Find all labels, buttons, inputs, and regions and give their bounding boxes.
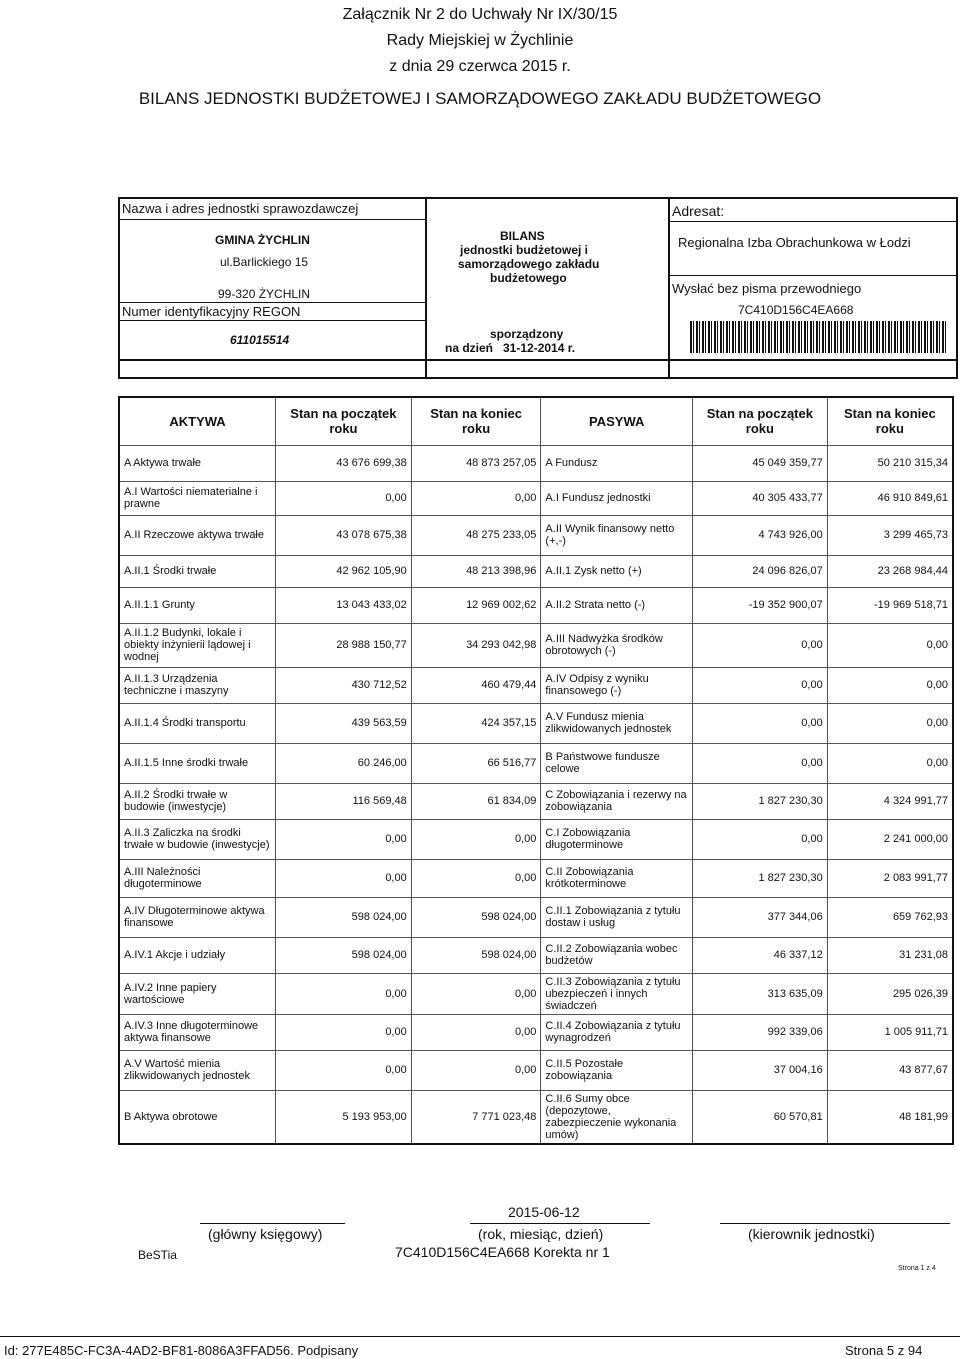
item-cell: C.II.3 Zobowiązania z tytułu ubezpieczeń i innych świadczeń: [541, 973, 693, 1014]
item-cell: A.V Wartość mienia zlikwidowanych jednostek: [119, 1050, 276, 1090]
item-cell: A.II Wynik finansowy netto (+,-): [541, 515, 693, 555]
amount-cell: -19 969 518,71: [827, 587, 953, 623]
amount-cell: 34 293 042,98: [411, 623, 541, 667]
amount-cell: 377 344,06: [693, 897, 828, 937]
table-row: [119, 1014, 953, 1050]
amount-cell: 24 096 826,07: [693, 555, 828, 587]
amount-cell: 0,00: [276, 859, 412, 897]
table-row: [119, 1090, 953, 1144]
amount-cell: 0,00: [411, 481, 541, 515]
signature-line: [720, 1223, 950, 1224]
table-row: [119, 1050, 953, 1090]
amount-cell: 0,00: [276, 819, 412, 859]
item-cell: A Fundusz: [541, 445, 693, 481]
recipient-name: Regionalna Izba Obrachunkowa w Łodzi: [678, 235, 911, 250]
table-row: [119, 859, 953, 897]
divider: [425, 199, 427, 377]
amount-cell: 0,00: [276, 481, 412, 515]
amount-cell: 0,00: [411, 819, 541, 859]
amount-cell: 31 231,08: [827, 937, 953, 973]
amount-cell: 48 181,99: [827, 1090, 953, 1144]
divider: [120, 302, 425, 303]
divider: [668, 199, 670, 377]
barcode-icon: [690, 321, 948, 353]
amount-cell: 1 005 911,71: [827, 1014, 953, 1050]
item-cell: A.II.1.5 Inne środki trwałe: [119, 743, 276, 783]
signature-line: [200, 1223, 345, 1224]
item-cell: C.I Zobowiązania długoterminowe: [541, 819, 693, 859]
amount-cell: 42 962 105,90: [276, 555, 412, 587]
table-row: [119, 897, 953, 937]
amount-cell: 424 357,15: [411, 703, 541, 743]
recipient-label: Adresat:: [672, 203, 725, 219]
table-row: [119, 623, 953, 667]
signature-date: 2015-06-12: [508, 1204, 580, 1220]
item-cell: C.II.4 Zobowiązania z tytułu wynagrodzeń: [541, 1014, 693, 1050]
item-cell: A.IV Odpisy z wyniku finansowego (-): [541, 667, 693, 703]
table-row: [119, 973, 953, 1014]
amount-cell: 48 275 233,05: [411, 515, 541, 555]
unit-city: 99-320 ŻYCHLIN: [218, 287, 311, 301]
amount-cell: 598 024,00: [411, 897, 541, 937]
amount-cell: 23 268 984,44: [827, 555, 953, 587]
item-cell: A.II.1 Środki trwałe: [119, 555, 276, 587]
amount-cell: 0,00: [827, 623, 953, 667]
software-name: BeSTia: [138, 1248, 177, 1262]
unit-name: GMINA ŻYCHLIN: [215, 233, 310, 247]
form-made: sporządzony: [490, 327, 564, 341]
amount-cell: 46 910 849,61: [827, 481, 953, 515]
amount-cell: 28 988 150,77: [276, 623, 412, 667]
amount-cell: 0,00: [276, 973, 412, 1014]
page-number-small: Strona 1 z 4: [898, 1265, 936, 1272]
amount-cell: 1 827 230,30: [693, 783, 828, 819]
amount-cell: 48 213 398,96: [411, 555, 541, 587]
item-cell: C.II.5 Pozostałe zobowiązania: [541, 1050, 693, 1090]
table-row: [119, 587, 953, 623]
item-cell: A.IV.1 Akcje i udziały: [119, 937, 276, 973]
amount-cell: 460 479,44: [411, 667, 541, 703]
amount-cell: 1 827 230,30: [693, 859, 828, 897]
amount-cell: 13 043 433,02: [276, 587, 412, 623]
divider: [120, 320, 425, 321]
table-row: [119, 515, 953, 555]
item-cell: C Zobowiązania i rezerwy na zobowiązania: [541, 783, 693, 819]
amount-cell: 0,00: [693, 623, 828, 667]
amount-cell: 5 193 953,00: [276, 1090, 412, 1144]
table-row: [119, 445, 953, 481]
regon-number: 611015514: [230, 333, 290, 347]
page-number: Strona 5 z 94: [845, 1343, 923, 1358]
item-cell: A.V Fundusz mienia zlikwidowanych jednostek: [541, 703, 693, 743]
amount-cell: 0,00: [693, 703, 828, 743]
item-cell: C.II.2 Zobowiązania wobec budżetów: [541, 937, 693, 973]
signature-line: [470, 1223, 650, 1224]
item-cell: B Aktywa obrotowe: [119, 1090, 276, 1144]
item-cell: A.II.1.3 Urządzenia techniczne i maszyny: [119, 667, 276, 703]
item-cell: A.IV.2 Inne papiery wartościowe: [119, 973, 276, 1014]
item-cell: B Państwowe fundusze celowe: [541, 743, 693, 783]
divider: [668, 275, 956, 276]
amount-cell: 61 834,09: [411, 783, 541, 819]
table-header-row: [119, 397, 953, 445]
amount-cell: 60 246,00: [276, 743, 412, 783]
amount-cell: 0,00: [693, 819, 828, 859]
footer: [0, 1336, 960, 1358]
item-cell: A.IV Długoterminowe aktywa finansowe: [119, 897, 276, 937]
table-row: [119, 937, 953, 973]
amount-cell: 50 210 315,34: [827, 445, 953, 481]
form-title: BILANS: [500, 229, 545, 243]
item-cell: C.II Zobowiązania krótkoterminowe: [541, 859, 693, 897]
amount-cell: 2 083 991,77: [827, 859, 953, 897]
correction-code: 7C410D156C4EA668 Korekta nr 1: [395, 1244, 610, 1260]
amount-cell: 66 516,77: [411, 743, 541, 783]
column-header: Stan na początek roku: [693, 397, 828, 445]
amount-cell: 598 024,00: [411, 937, 541, 973]
amount-cell: 12 969 002,62: [411, 587, 541, 623]
council-line: Rady Miejskiej w Żychlinie: [386, 32, 574, 49]
item-cell: A.II Rzeczowe aktywa trwałe: [119, 515, 276, 555]
amount-cell: 659 762,93: [827, 897, 953, 937]
amount-cell: 4 743 926,00: [693, 515, 828, 555]
head-label: (kierownik jednostki): [748, 1226, 875, 1242]
amount-cell: 295 026,39: [827, 973, 953, 1014]
item-cell: A.II.2 Strata netto (-): [541, 587, 693, 623]
item-cell: A.II.1.2 Budynki, lokale i obiekty inżynierii lądowej i wodnej: [119, 623, 276, 667]
column-header: Stan na początek roku: [276, 397, 412, 445]
document-id: Id: 277E485C-FC3A-4AD2-BF81-8086A3FFAD56. Podpisany: [4, 1343, 359, 1358]
item-cell: A.I Wartości niematerialne i prawne: [119, 481, 276, 515]
amount-cell: 43 877,67: [827, 1050, 953, 1090]
item-cell: A.II.1.1 Grunty: [119, 587, 276, 623]
table-row: [119, 703, 953, 743]
unit-label: Nazwa i adres jednostki sprawozdawczej: [122, 201, 359, 216]
amount-cell: 0,00: [411, 859, 541, 897]
item-cell: C.II.6 Sumy obce (depozytowe, zabezpieczenie wykonania umów): [541, 1090, 693, 1144]
divider: [668, 221, 956, 222]
item-cell: C.II.1 Zobowiązania z tytułu dostaw i usług: [541, 897, 693, 937]
table-row: [119, 555, 953, 587]
document-title: BILANS JEDNOSTKI BUDŻETOWEJ I SAMORZĄDOWEGO ZAKŁADU BUDŻETOWEGO: [138, 89, 822, 108]
column-header: Stan na koniec roku: [827, 397, 953, 445]
amount-cell: 0,00: [411, 973, 541, 1014]
table-row: [119, 481, 953, 515]
amount-cell: 45 049 359,77: [693, 445, 828, 481]
amount-cell: 439 563,59: [276, 703, 412, 743]
column-header: PASYWA: [541, 397, 693, 445]
table-row: [119, 743, 953, 783]
amount-cell: 0,00: [693, 667, 828, 703]
date-label: (rok, miesiąc, dzień): [478, 1226, 604, 1242]
amount-cell: 0,00: [693, 743, 828, 783]
annex-line: Załącznik Nr 2 do Uchwały Nr IX/30/15: [342, 6, 618, 23]
table-row: [119, 819, 953, 859]
report-header-box: [118, 197, 958, 379]
amount-cell: 598 024,00: [276, 937, 412, 973]
accountant-label: (główny księgowy): [208, 1226, 323, 1242]
amount-cell: 0,00: [411, 1014, 541, 1050]
no-cover-letter-note: Wysłać bez pisma przewodniego: [672, 281, 862, 296]
item-cell: A.II.2 Środki trwałe w budowie (inwestycje): [119, 783, 276, 819]
unit-street: ul.Barlickiego 15: [220, 255, 309, 269]
document-header: [0, 2, 960, 112]
amount-cell: 0,00: [276, 1050, 412, 1090]
amount-cell: 0,00: [411, 1050, 541, 1090]
amount-cell: 313 635,09: [693, 973, 828, 1014]
amount-cell: 0,00: [827, 667, 953, 703]
amount-cell: 0,00: [276, 1014, 412, 1050]
amount-cell: 7 771 023,48: [411, 1090, 541, 1144]
item-cell: A.IV.3 Inne długoterminowe aktywa finansowe: [119, 1014, 276, 1050]
table-row: [119, 783, 953, 819]
form-sub2: samorządowego zakładu: [458, 257, 600, 271]
item-cell: A.III Nadwyżka środków obrotowych (-): [541, 623, 693, 667]
item-cell: A.II.1.4 Środki transportu: [119, 703, 276, 743]
balance-date: na dzień 31-12-2014 r.: [445, 341, 576, 355]
column-header: AKTYWA: [119, 397, 276, 445]
item-cell: A.I Fundusz jednostki: [541, 481, 693, 515]
amount-cell: 992 339,06: [693, 1014, 828, 1050]
amount-cell: 0,00: [827, 743, 953, 783]
item-cell: A.II.1 Zysk netto (+): [541, 555, 693, 587]
amount-cell: 40 305 433,77: [693, 481, 828, 515]
divider: [120, 359, 956, 361]
form-sub1: jednostki budżetowej i: [460, 243, 589, 257]
amount-cell: 43 676 699,38: [276, 445, 412, 481]
item-cell: A Aktywa trwałe: [119, 445, 276, 481]
amount-cell: 60 570,81: [693, 1090, 828, 1144]
date-line: z dnia 29 czerwca 2015 r.: [389, 58, 571, 75]
amount-cell: 46 337,12: [693, 937, 828, 973]
table-row: [119, 667, 953, 703]
amount-cell: 116 569,48: [276, 783, 412, 819]
amount-cell: 598 024,00: [276, 897, 412, 937]
amount-cell: 430 712,52: [276, 667, 412, 703]
amount-cell: 3 299 465,73: [827, 515, 953, 555]
item-cell: A.III Należności długoterminowe: [119, 859, 276, 897]
amount-cell: 0,00: [827, 703, 953, 743]
amount-cell: 37 004,16: [693, 1050, 828, 1090]
amount-cell: 4 324 991,77: [827, 783, 953, 819]
regon-label: Numer identyfikacyjny REGON: [122, 304, 301, 319]
document-code: 7C410D156C4EA668: [738, 303, 854, 317]
balance-table: [118, 396, 954, 1145]
item-cell: A.II.3 Zaliczka na środki trwałe w budowie (inwestycje): [119, 819, 276, 859]
divider: [120, 219, 425, 220]
amount-cell: 2 241 000,00: [827, 819, 953, 859]
form-sub3: budżetowego: [490, 271, 567, 285]
amount-cell: 43 078 675,38: [276, 515, 412, 555]
column-header: Stan na koniec roku: [411, 397, 541, 445]
amount-cell: -19 352 900,07: [693, 587, 828, 623]
amount-cell: 48 873 257,05: [411, 445, 541, 481]
